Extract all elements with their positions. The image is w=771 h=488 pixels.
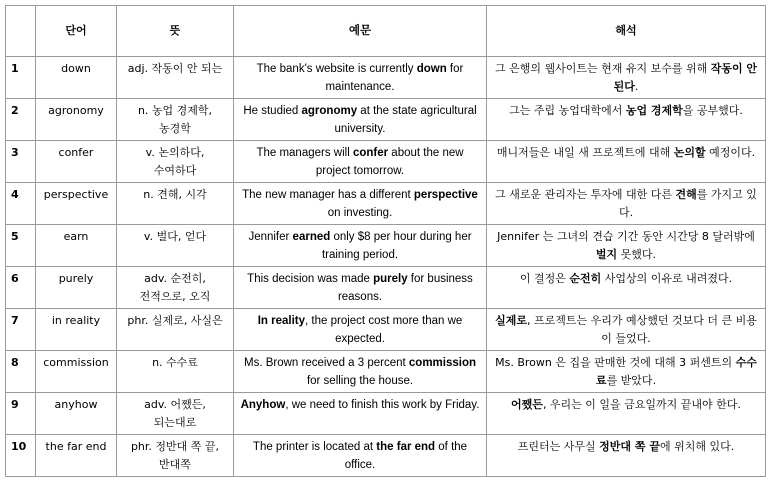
word-meaning [117, 57, 234, 99]
translation-highlight: 순전히 [569, 272, 602, 285]
translation-text: 예정이다. [705, 146, 756, 159]
example-highlight: commission [408, 357, 477, 369]
translation-highlight: 수수료 [595, 356, 757, 387]
meaning-line: 수여하다 [153, 164, 197, 177]
vocab-word: down [36, 57, 117, 99]
word-meaning [117, 351, 234, 393]
word-meaning [117, 393, 234, 435]
row-number: 10 [6, 435, 36, 477]
translation-highlight: 작동이 안 된다 [613, 62, 758, 93]
example-highlight: agronomy [301, 105, 358, 117]
word-meaning [117, 141, 234, 183]
example-text: of the office. [344, 441, 468, 471]
vocabulary-table [5, 5, 766, 477]
example-text: for selling the house. [306, 375, 414, 387]
header-word: 단어 [36, 6, 117, 57]
row-number: 4 [6, 183, 36, 225]
example-text: Ms. Brown received a 3 percent [243, 357, 409, 369]
table-row [6, 225, 766, 267]
translation-highlight: 논의할 [673, 146, 706, 159]
table-row [6, 141, 766, 183]
table-row [6, 267, 766, 309]
translation-text: 못했다. [617, 248, 657, 261]
example-text: , we need to finish this work by Friday. [285, 399, 480, 411]
example-text: for business reasons. [337, 273, 473, 303]
header-row [6, 6, 766, 57]
korean-translation [487, 309, 766, 351]
example-highlight: purely [373, 273, 408, 285]
example-sentence [234, 183, 487, 225]
example-text: on investing. [327, 207, 393, 219]
example-sentence [234, 393, 487, 435]
meaning-line: n. 수수료 [152, 356, 198, 369]
row-number: 1 [6, 57, 36, 99]
table-body [6, 57, 766, 477]
example-highlight: earned [292, 231, 331, 243]
example-text: He studied [243, 105, 302, 117]
meaning-line: n. 견해, 시각 [143, 188, 207, 201]
translation-text: Jennifer 는 그녀의 견습 기간 동안 시간당 8 달러밖에 [497, 230, 755, 243]
meaning-line: v. 논의하다, [145, 146, 205, 159]
translation-text: 그 새로운 관리자는 투자에 대한 다른 [495, 188, 676, 201]
translation-highlight: 농업 경제학 [625, 104, 683, 117]
example-text: for maintenance. [325, 63, 464, 93]
example-sentence [234, 351, 487, 393]
vocab-word: commission [36, 351, 117, 393]
example-sentence [234, 141, 487, 183]
korean-translation [487, 267, 766, 309]
translation-text: 에 위치해 있다. [659, 440, 735, 453]
translation-text: 그 은행의 웹사이트는 현재 유지 보수를 위해 [494, 62, 711, 75]
korean-translation [487, 225, 766, 267]
example-highlight: down [416, 63, 447, 75]
korean-translation [487, 435, 766, 477]
vocab-word: agronomy [36, 99, 117, 141]
meaning-line: adv. 어쨌든, [144, 398, 206, 411]
example-text: The managers will [256, 147, 353, 159]
korean-translation [487, 99, 766, 141]
example-text: , the project cost more than we expected. [305, 315, 463, 345]
word-meaning [117, 267, 234, 309]
translation-highlight: 어쨌든 [511, 398, 543, 411]
header-translation: 해석 [487, 6, 766, 57]
meaning-line: phr. 실제로, 사실은 [127, 314, 223, 327]
translation-text: , 프로젝트는 우리가 예상했던 것보다 더 큰 비용이 들었다. [527, 314, 757, 345]
translation-text: 사업상의 이유로 내려졌다. [601, 272, 733, 285]
example-sentence [234, 435, 487, 477]
word-meaning [117, 225, 234, 267]
example-text: This decision was made [247, 273, 374, 285]
meaning-line: 되는대로 [153, 416, 197, 429]
korean-translation [487, 351, 766, 393]
example-highlight: In reality [257, 315, 306, 327]
example-sentence [234, 57, 487, 99]
translation-text: 를 가지고 있다. [618, 188, 757, 219]
vocab-word: confer [36, 141, 117, 183]
korean-translation [487, 183, 766, 225]
vocab-word: earn [36, 225, 117, 267]
row-number: 9 [6, 393, 36, 435]
translation-text: 프린터는 사무실 [517, 440, 600, 453]
vocab-word: anyhow [36, 393, 117, 435]
korean-translation [487, 141, 766, 183]
example-sentence [234, 267, 487, 309]
table-row [6, 183, 766, 225]
row-number: 5 [6, 225, 36, 267]
word-meaning [117, 309, 234, 351]
translation-text: . [634, 80, 639, 93]
header-number [6, 6, 36, 57]
translation-text: 이 결정은 [519, 272, 570, 285]
translation-highlight: 실제로 [495, 314, 527, 327]
example-sentence [234, 309, 487, 351]
korean-translation [487, 393, 766, 435]
row-number: 2 [6, 99, 36, 141]
vocab-word: the far end [36, 435, 117, 477]
translation-highlight: 정반대 쪽 끝 [599, 440, 660, 453]
header-meaning: 뜻 [117, 6, 234, 57]
translation-text: 그는 주립 농업대학에서 [509, 104, 626, 117]
example-sentence [234, 225, 487, 267]
translation-text: 매니저들은 내일 새 프로젝트에 대해 [496, 146, 674, 159]
meaning-line: adj. 작동이 안 되는 [127, 62, 223, 75]
translation-text: Ms. Brown 은 집을 판매한 것에 대해 3 퍼센트의 [495, 356, 736, 369]
word-meaning [117, 183, 234, 225]
example-text: The printer is located at [252, 441, 377, 453]
meaning-line: n. 농업 경제학, [137, 104, 213, 117]
table-row [6, 393, 766, 435]
table-row [6, 57, 766, 99]
example-sentence [234, 99, 487, 141]
example-highlight: confer [352, 147, 389, 159]
meaning-line: phr. 정반대 쪽 끝, [130, 440, 220, 453]
row-number: 7 [6, 309, 36, 351]
korean-translation [487, 57, 766, 99]
vocab-word: in reality [36, 309, 117, 351]
example-text: at the state agricultural university. [334, 105, 477, 135]
example-highlight: Anyhow [240, 399, 286, 411]
example-text: about the new project tomorrow. [315, 147, 464, 177]
row-number: 6 [6, 267, 36, 309]
example-text: Jennifer [248, 231, 293, 243]
meaning-line: v. 벌다, 얻다 [143, 230, 207, 243]
translation-highlight: 벌지 [595, 248, 618, 261]
table-row [6, 435, 766, 477]
word-meaning [117, 99, 234, 141]
vocab-word: purely [36, 267, 117, 309]
meaning-line: adv. 순전히, [144, 272, 206, 285]
meaning-line: 농경학 [159, 122, 191, 135]
translation-highlight: 견해 [675, 188, 697, 201]
translation-text: 를 받았다. [606, 374, 657, 387]
meaning-line: 전적으로, 오직 [139, 290, 211, 303]
table-row [6, 99, 766, 141]
translation-text: 을 공부했다. [682, 104, 743, 117]
header-example: 예문 [234, 6, 487, 57]
row-number: 8 [6, 351, 36, 393]
table-row [6, 309, 766, 351]
vocab-word: perspective [36, 183, 117, 225]
example-highlight: perspective [413, 189, 478, 201]
meaning-line: 반대쪽 [159, 458, 191, 471]
example-text: only $8 per hour during her training period. [321, 231, 472, 261]
example-text: The bank's website is currently [256, 63, 417, 75]
translation-text: , 우리는 이 일을 금요일까지 끝내야 한다. [542, 398, 741, 411]
example-highlight: the far end [376, 441, 436, 453]
table-row [6, 351, 766, 393]
row-number: 3 [6, 141, 36, 183]
word-meaning [117, 435, 234, 477]
example-text: The new manager has a different [242, 189, 414, 201]
